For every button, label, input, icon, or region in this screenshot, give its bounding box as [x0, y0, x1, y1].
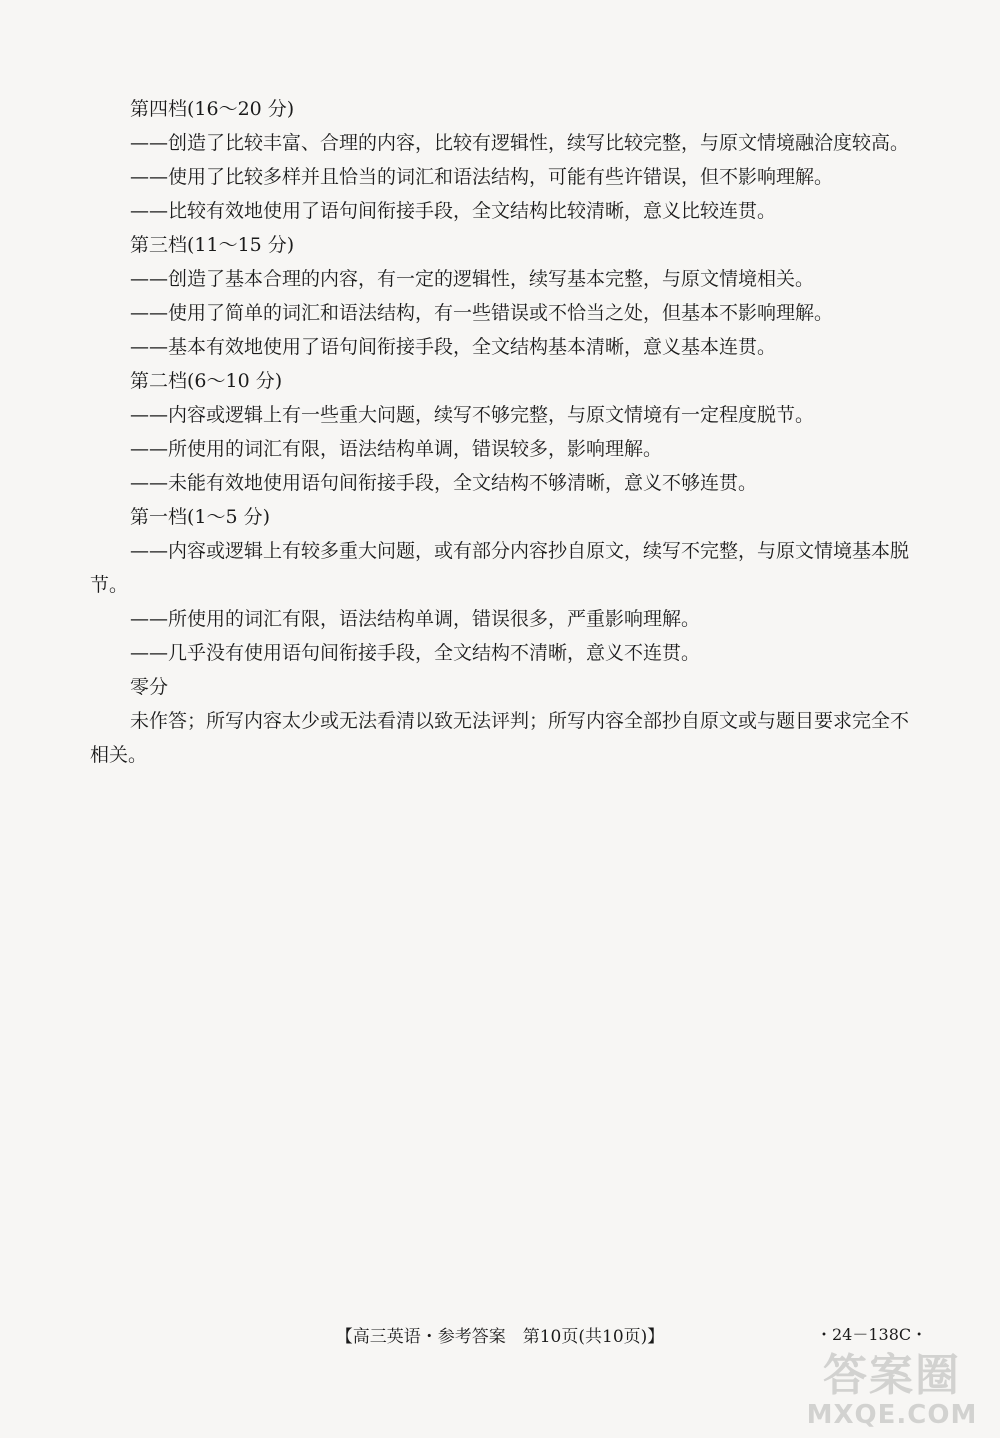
level-title: 第一档(1～5 分): [130, 506, 271, 528]
page-footer-label: 【高三英语・参考答案 第10页(共10页)】: [335, 1327, 665, 1347]
criterion-item: ——所使用的词汇有限，语法结构单调，错误很多，严重影响理解。: [130, 608, 701, 630]
criterion-item: ——内容或逻辑上有较多重大问题，或有部分内容抄自原文，续写不完整，与原文情境基本脱节。: [90, 540, 910, 596]
criterion-item: ——创造了基本合理的内容，有一定的逻辑性，续写基本完整，与原文情境相关。: [130, 268, 815, 290]
criterion-item: ——内容或逻辑上有一些重大问题，续写不够完整，与原文情境有一定程度脱节。: [130, 404, 815, 426]
level-title: 第三档(11～15 分): [130, 234, 295, 256]
watermark-text-bottom: MXQE.COM: [806, 1400, 978, 1430]
criterion-item: ——使用了比较多样并且恰当的词汇和语法结构，可能有些许错误，但不影响理解。: [130, 166, 834, 188]
rubric-content: [90, 92, 920, 772]
document-code: ・24－138C・: [816, 1325, 928, 1344]
level-title: 第二档(6～10 分): [130, 370, 283, 392]
criterion-item: ——所使用的词汇有限，语法结构单调，错误较多，影响理解。: [130, 438, 663, 460]
criterion-item: ——基本有效地使用了语句间衔接手段，全文结构基本清晰，意义基本连贯。: [130, 336, 777, 358]
watermark-logo: [792, 1352, 992, 1436]
criterion-item: ——创造了比较丰富、合理的内容，比较有逻辑性，续写比较完整，与原文情境融洽度较高。: [130, 132, 910, 154]
zero-description: 未作答；所写内容太少或无法看清以致无法评判；所写内容全部抄自原文或与题目要求完全不相关。: [90, 710, 910, 766]
criterion-item: ——几乎没有使用语句间衔接手段，全文结构不清晰，意义不连贯。: [130, 642, 701, 664]
criterion-item: ——比较有效地使用了语句间衔接手段，全文结构比较清晰，意义比较连贯。: [130, 200, 777, 222]
zero-title: 零分: [130, 676, 169, 698]
level-title: 第四档(16～20 分): [130, 98, 295, 120]
criterion-item: ——使用了简单的词汇和语法结构，有一些错误或不恰当之处，但基本不影响理解。: [130, 302, 834, 324]
criterion-item: ——未能有效地使用语句间衔接手段，全文结构不够清晰，意义不够连贯。: [130, 472, 758, 494]
watermark-text-top: 答案圈: [823, 1350, 961, 1401]
